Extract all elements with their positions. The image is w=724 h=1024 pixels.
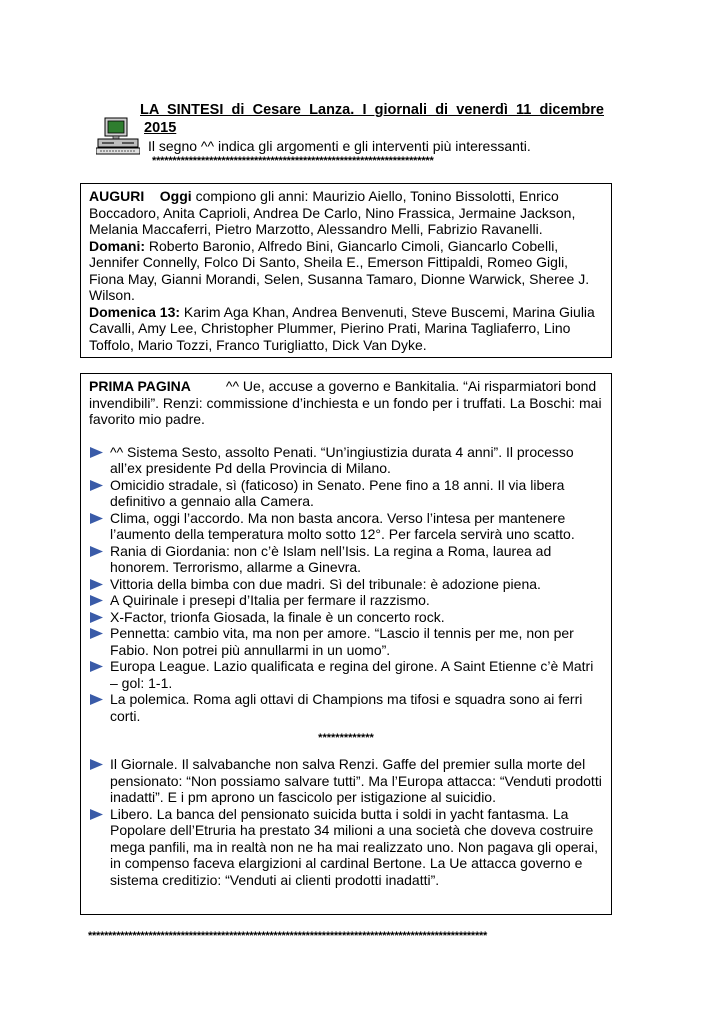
bullet-arrow-icon: [90, 513, 103, 524]
domenica-label: Domenica 13:: [89, 303, 181, 320]
press-review-list: [89, 756, 603, 888]
list-item: Pennetta: cambio vita, ma non per amore. “Lascio il tennis per me, non per Fabio. Non potrei più annullarmi in un uomo”.: [89, 625, 603, 658]
list-item: ^^ Sistema Sesto, assolto Penati. “Un’ingiustizia durata 4 anni”. Il processo all’ex presidente Pd della Provincia di Milano.: [89, 444, 603, 477]
oggi-label: Oggi: [159, 188, 192, 204]
bullet-arrow-icon: [90, 546, 103, 557]
page-title-year: 2015: [144, 120, 177, 136]
page-title: LA SINTESI di Cesare Lanza. I giornali di venerdì 11 dicembre: [140, 102, 604, 118]
news-list: [89, 444, 603, 725]
auguri-domenica: [89, 304, 603, 354]
footer-divider: ***************************************************************************************************: [88, 930, 488, 942]
prima-pagina-intro: [89, 378, 603, 428]
oggi-text: compiono gli anni: Maurizio Aiello, Tonino Bissolotti, Enrico Boccadoro, Anita Caprioli, Andrea De Carlo, Nino Frassica, Jermaine Jackson, Melania Maccaferri, Pietro Marzotto, Alessandro Melli, Fabrizio Ravanelli.: [89, 188, 576, 237]
prima-pagina-intro-text: ^^ Ue, accuse a governo e Bankitalia. “Ai risparmiatori bond invendibili”. Renzi: commissione d’inchiesta e un fondo per i truffati. La Boschi: mai favorito mio padre.: [89, 378, 602, 427]
header-divider: *********************************************************************: [152, 155, 434, 167]
list-item: La polemica. Roma agli ottavi di Champions ma tifosi e squadra sono ai ferri corti.: [89, 691, 603, 724]
domani-label: Domani:: [89, 237, 145, 254]
auguri-section: [80, 183, 612, 358]
bullet-arrow-icon: [90, 579, 103, 590]
prima-pagina-label: PRIMA PAGINA: [89, 378, 191, 394]
list-item: Europa League. Lazio qualificata e regina del girone. A Saint Etienne c’è Matri – gol: 1-1.: [89, 658, 603, 691]
bullet-arrow-icon: [90, 661, 103, 672]
list-item: Il Giornale. Il salvabanche non salva Renzi. Gaffe del premier sulla morte del pensionato: “Non possiamo salvare tutti”. Ma l’Europa attacca: “Venduti prodotti inadatti”. E i pm aprono un fascicolo per istigazione al suicidio.: [89, 756, 603, 806]
list-item: Omicidio stradale, sì (faticoso) in Senato. Pene fino a 18 anni. Il via libera definitivo a gennaio alla Camera.: [89, 477, 603, 510]
domani-text: Roberto Baronio, Alfredo Bini, Giancarlo Cimoli, Giancarlo Cobelli, Jennifer Connelly, Folco Di Santo, Sheila E., Emerson Fittipaldi, Romeo Gigli, Fiona May, Gianni Morandi, Selen, Susanna Tamaro, Dionne Warwick, Sheree J. Wilson.: [89, 237, 590, 303]
bullet-arrow-icon: [90, 447, 103, 458]
bullet-arrow-icon: [90, 694, 103, 705]
domenica-text: Karim Aga Khan, Andrea Benvenuti, Steve Buscemi, Marina Giulia Cavalli, Amy Lee, Christopher Plummer, Pierino Prati, Marina Tagliaferro, Lino Toffolo, Mario Tozzi, Franco Turigliatto, Dick Van Dyke.: [89, 303, 595, 353]
list-item: Rania di Giordania: non c’è Islam nell’Isis. La regina a Roma, laurea ad honorem. Terrorismo, allarme a Ginevra.: [89, 543, 603, 576]
list-item: Libero. La banca del pensionato suicida butta i soldi in yacht fantasma. La Popolare dell’Etruria ha prestato 34 milioni a una società che doveva costruire mega panfili, ma in realtà non ne ha mai realizzato uno. Non pagava gli operai, in compenso faceva elargizioni al cardinal Bertone. La Ue attacca governo e sistema creditizio: “Venduti ai clienti prodotti inadatti”.: [89, 806, 603, 889]
list-item: Vittoria della bimba con due madri. Sì del tribunale: è adozione piena.: [89, 576, 603, 593]
list-item: A Quirinale i presepi d’Italia per fermare il razzismo.: [89, 592, 603, 609]
list-item: Clima, oggi l’accordo. Ma non basta ancora. Verso l’intesa per mantenere l’aumento della temperatura molto sotto 12°. Per farcela servirà uno scatto.: [89, 510, 603, 543]
auguri-oggi: [89, 188, 603, 238]
section-separator: *************: [318, 732, 374, 744]
bullet-arrow-icon: [90, 612, 103, 623]
prima-pagina-section: [80, 373, 612, 915]
bullet-arrow-icon: [90, 759, 103, 770]
page-subtitle: Il segno ^^ indica gli argomenti e gli interventi più interessanti.: [148, 138, 531, 154]
bullet-arrow-icon: [90, 595, 103, 606]
bullet-arrow-icon: [90, 809, 103, 820]
computer-icon: [96, 116, 140, 156]
auguri-label: AUGURI: [89, 188, 145, 204]
list-item: X-Factor, trionfa Giosada, la finale è un concerto rock.: [89, 609, 603, 626]
bullet-arrow-icon: [90, 480, 103, 491]
bullet-arrow-icon: [90, 628, 103, 639]
auguri-domani: [89, 238, 603, 304]
